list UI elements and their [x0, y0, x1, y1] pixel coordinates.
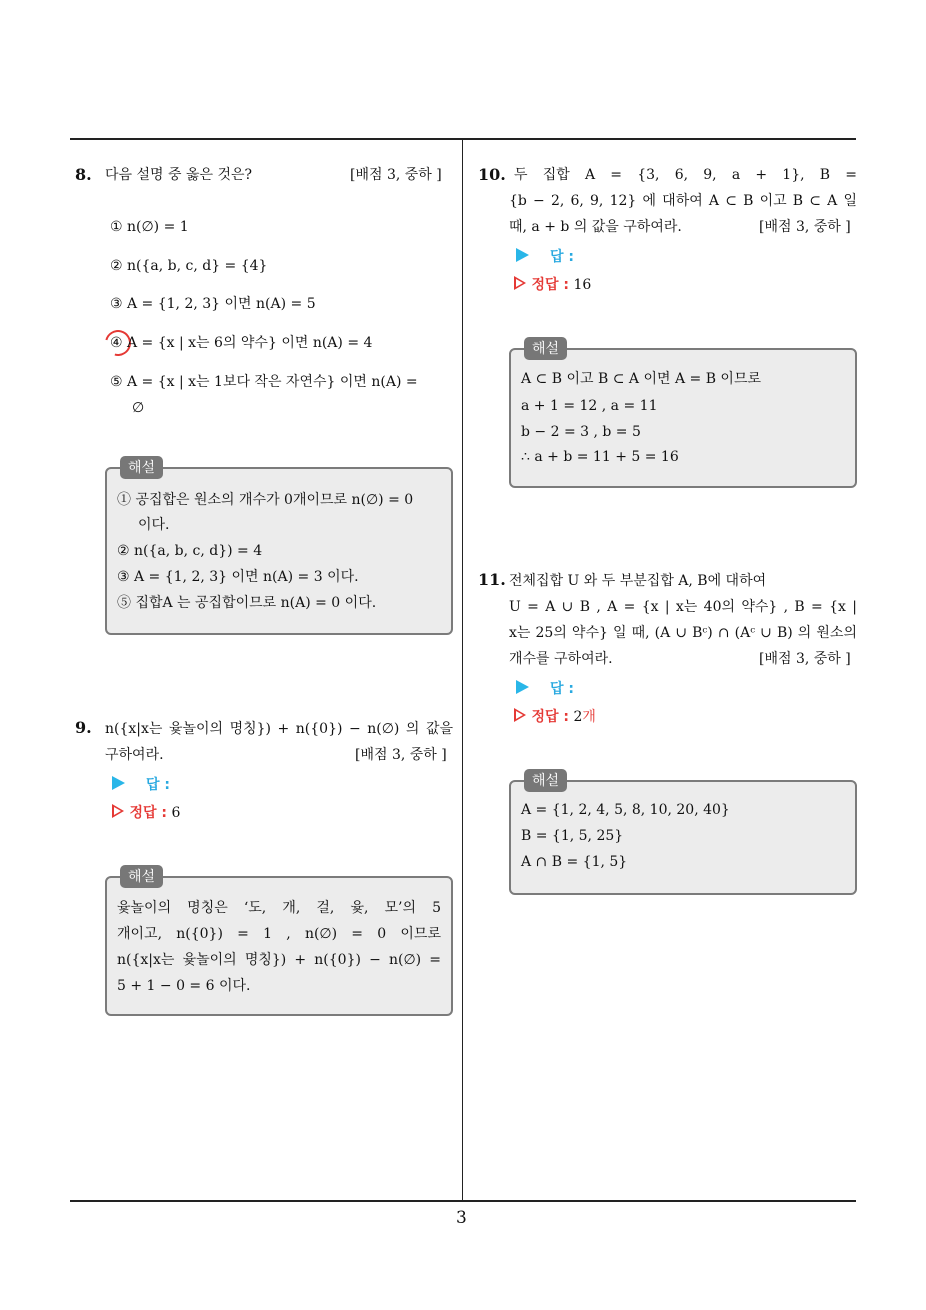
q11-answer-label[interactable]: 답 : [550, 681, 574, 697]
q11-correct-answer [514, 706, 596, 726]
q10-stem-line1: 두 집합 A = {3, 6, 9, a + 1}, B = [514, 167, 857, 183]
q9-correct-arrow-icon [112, 804, 124, 818]
q10-stem-line3: 때, a + b 의 값을 구하여라. [509, 219, 682, 235]
bottom-rule [70, 1200, 856, 1202]
q11-correct-unit: 개 [582, 709, 596, 725]
q8-solution-line: ② n({a, b, c, d}) = 4 [117, 543, 263, 559]
q10-correct-arrow-icon [514, 276, 526, 290]
q11-correct-value: 2 [573, 709, 583, 725]
q10-correct-label: 정답 : [531, 277, 569, 293]
q10-solution-line: A ⊂ B 이고 B ⊂ A 이면 A = B 이므로 [521, 371, 762, 387]
q8-option-5[interactable]: ⑤ A = {x | x는 1보다 작은 자연수} 이면 n(A) = [110, 374, 418, 390]
q11-answer-arrow-icon [516, 680, 529, 694]
q10-answer-label[interactable]: 답 : [550, 249, 574, 265]
q11-solution-line: A ∩ B = {1, 5} [521, 854, 628, 870]
top-rule [70, 138, 856, 140]
q10-stem-line2: {b − 2, 6, 9, 12} 에 대하여 A ⊂ B 이고 B ⊂ A 일 [509, 193, 857, 209]
q8-option-1[interactable]: ① n(∅) = 1 [110, 219, 189, 235]
q8-option-2[interactable]: ② n({a, b, c, d} = {4} [110, 258, 268, 274]
q8-solution-line: ① 공집합은 원소의 개수가 0개이므로 n(∅) = 0 [117, 492, 414, 508]
q8-stem: 다음 설명 중 옳은 것은? [105, 167, 253, 183]
q10-solution-line: b − 2 = 3 , b = 5 [521, 424, 641, 440]
q10-solution-line: a + 1 = 12 , a = 11 [521, 398, 658, 414]
q9-answer-arrow-icon [112, 776, 125, 790]
q9-correct-answer [112, 802, 180, 822]
q9-number: 9. [75, 718, 92, 737]
q11-correct-label: 정답 : [531, 709, 569, 725]
q11-stem-line2: U = A ∪ B , A = {x | x는 40의 약수} , B = {x | [509, 599, 857, 615]
q11-stem-line4: 개수를 구하여라. [509, 651, 613, 667]
q8-solution-line: ⑤ 집합A 는 공집합이므로 n(A) = 0 이다. [117, 595, 377, 611]
q10-answer-arrow-icon [516, 248, 529, 262]
q11-number: 11. [478, 570, 506, 589]
q9-solution-line: n({x|x는 윷놀이의 명칭}) + n({0}) − n(∅) = [117, 952, 441, 968]
q9-stem-line2: 구하여라. [105, 747, 164, 763]
q11-correct-arrow-icon [514, 708, 526, 722]
q9-solution-line: 5 + 1 − 0 = 6 이다. [117, 978, 251, 994]
q8-number: 8. [75, 165, 92, 184]
q9-solution-line: 윷놀이의 명칭은 ‘도, 개, 걸, 윷, 모’의 5 [117, 900, 441, 916]
page-number: 3 [456, 1208, 467, 1228]
q9-stem-line1: n({x|x는 윷놀이의 명칭}) + n({0}) − n(∅) 의 값을 [105, 721, 453, 737]
q10-correct-value: 16 [573, 277, 592, 293]
q10-number: 10. [478, 165, 506, 184]
q9-answer-label[interactable]: 답 : [146, 777, 170, 793]
q9-correct-value: 6 [171, 805, 181, 821]
q10-correct-answer [514, 274, 591, 294]
q9-solution-tag: 해설 [120, 865, 163, 888]
q11-stem-line1: 전체집합 U 와 두 부분집합 A, B에 대하여 [509, 573, 767, 589]
q8-score: [배점 3, 중하 ] [350, 167, 442, 183]
q10-score: [배점 3, 중하 ] [759, 219, 851, 235]
q11-score: [배점 3, 중하 ] [759, 651, 851, 667]
q8-option-3[interactable]: ③ A = {1, 2, 3} 이면 n(A) = 5 [110, 296, 316, 312]
q8-option-4[interactable]: ④ A = {x | x는 6의 약수} 이면 n(A) = 4 [110, 335, 373, 351]
q8-solution-tag: 해설 [120, 456, 163, 479]
q9-solution-line: 개이고, n({0}) = 1 , n(∅) = 0 이므로 [117, 926, 441, 942]
q8-solution-line: 이다. [138, 517, 170, 533]
q10-solution-line: ∴ a + b = 11 + 5 = 16 [521, 449, 679, 465]
q11-solution-line: B = {1, 5, 25} [521, 828, 624, 844]
q8-option-5-cont: ∅ [132, 400, 145, 416]
q9-correct-label: 정답 : [129, 805, 167, 821]
q11-stem-line3: x는 25의 약수} 일 때, (A ∪ Bᶜ) ∩ (Aᶜ ∪ B) 의 원소의 [509, 625, 857, 641]
q10-solution-tag: 해설 [524, 337, 567, 360]
q11-solution-tag: 해설 [524, 769, 567, 792]
q8-solution-line: ③ A = {1, 2, 3} 이면 n(A) = 3 이다. [117, 569, 359, 585]
column-divider [462, 139, 463, 1201]
q9-score: [배점 3, 중하 ] [355, 747, 447, 763]
q11-solution-line: A = {1, 2, 4, 5, 8, 10, 20, 40} [521, 802, 730, 818]
